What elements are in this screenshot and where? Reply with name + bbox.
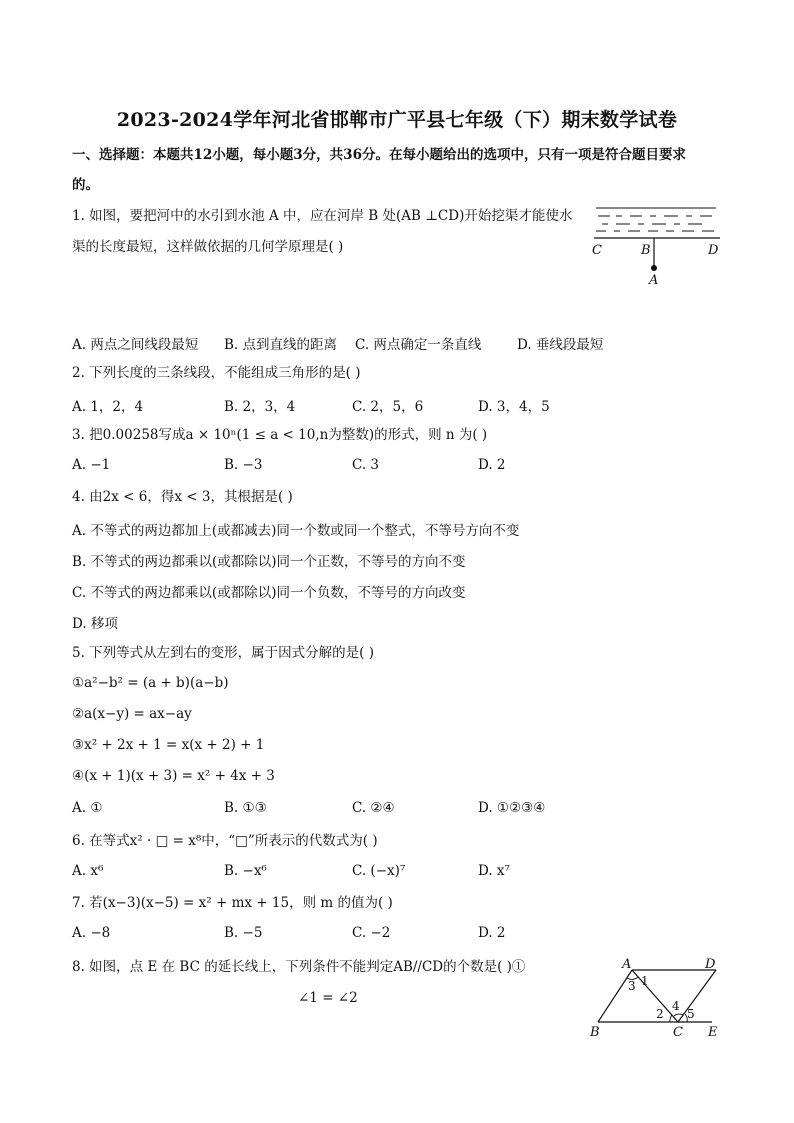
q6-option-d[interactable]: D. x⁷ xyxy=(478,863,510,879)
angle-arc-2 xyxy=(670,1015,672,1022)
label-c: C xyxy=(673,1025,683,1040)
label-d: D xyxy=(708,243,719,258)
angle-arc-4 xyxy=(674,1014,683,1016)
q2-option-b[interactable]: B. 2，3，4 xyxy=(224,399,296,415)
q5-option-b[interactable]: B. ①③ xyxy=(224,800,267,816)
q4-option-b[interactable]: B. 不等式的两边都乘以(或都除以)同一个正数，不等号的方向不变 xyxy=(72,554,466,570)
q1-option-a[interactable]: A. 两点之间线段最短 xyxy=(72,337,199,353)
angle-label-2: 2 xyxy=(656,1007,664,1021)
q1-river-figure xyxy=(588,200,728,290)
label-a: A xyxy=(649,273,659,288)
q6-text: 6. 在等式x² · □ = x⁸中，“□”所表示的代数式为( ) xyxy=(72,833,378,849)
river-water-dashes xyxy=(596,216,714,231)
q3-option-b[interactable]: B. −3 xyxy=(224,457,263,473)
q2-option-d[interactable]: D. 3，4，5 xyxy=(478,399,550,415)
q7-option-b[interactable]: B. −5 xyxy=(224,925,263,941)
label-a: A xyxy=(622,957,632,972)
q5-text: 5. 下列等式从左到右的变形，属于因式分解的是( ) xyxy=(72,645,374,661)
pool-point-a xyxy=(651,265,657,271)
label-b: B xyxy=(641,243,651,258)
q4-option-d[interactable]: D. 移项 xyxy=(72,616,118,632)
section-header-line1: 一、选择题：本题共12小题，每小题3分，共36分。在每小题给出的选项中，只有一项是符合题目要求 xyxy=(72,147,686,163)
q1-option-d[interactable]: D. 垂线段最短 xyxy=(517,337,604,353)
q1-option-b[interactable]: B. 点到直线的距离 xyxy=(224,337,338,353)
q7-option-c[interactable]: C. −2 xyxy=(352,925,391,941)
line-cd xyxy=(678,970,716,1022)
q5-option-d[interactable]: D. ①②③④ xyxy=(478,800,546,816)
label-c: C xyxy=(592,243,602,258)
q2-option-a[interactable]: A. 1，2，4 xyxy=(72,399,144,415)
q7-option-d[interactable]: D. 2 xyxy=(478,925,506,941)
label-e: E xyxy=(708,1025,718,1040)
q8-text: 8. 如图，点 E 在 BC 的延长线上，下列条件不能判定AB//CD的个数是( )① xyxy=(72,959,526,975)
q5-item-3: ③x² + 2x + 1 = x(x + 2) + 1 xyxy=(72,737,265,753)
q7-option-a[interactable]: A. −8 xyxy=(72,925,111,941)
q4-option-c[interactable]: C. 不等式的两边都乘以(或都除以)同一个负数，不等号的方向改变 xyxy=(72,585,466,601)
page-title: 2023-2024学年河北省邯郸市广平县七年级（下）期末数学试卷 xyxy=(116,109,678,131)
q5-option-c[interactable]: C. ②④ xyxy=(352,800,395,816)
angle-label-4: 4 xyxy=(672,999,680,1013)
q7-text: 7. 若(x−3)(x−5) = x² + mx + 15，则 m 的值为( ) xyxy=(72,895,393,911)
line-ab xyxy=(598,970,632,1022)
q3-option-d[interactable]: D. 2 xyxy=(478,457,506,473)
q3-text: 3. 把0.00258写成a × 10ⁿ(1 ≤ a < 10,n为整数)的形式，则 n 为( ) xyxy=(72,427,488,443)
q3-option-a[interactable]: A. −1 xyxy=(72,457,111,473)
angle-label-3: 3 xyxy=(628,979,636,993)
q8-condition-1: ∠1 = ∠2 xyxy=(298,990,358,1006)
q1-text-line1: 1. 如图，要把河中的水引到水池 A 中，应在河岸 B 处(AB ⊥CD)开始挖渠才能使水 xyxy=(72,208,573,224)
q6-option-c[interactable]: C. (−x)⁷ xyxy=(352,863,406,879)
angle-label-5: 5 xyxy=(687,1007,695,1021)
q4-option-a[interactable]: A. 不等式的两边都加上(或都减去)同一个数或同一个整式，不等号方向不变 xyxy=(72,523,520,539)
label-d: D xyxy=(705,957,716,972)
q5-option-a[interactable]: A. ① xyxy=(72,800,103,816)
q3-option-c[interactable]: C. 3 xyxy=(352,457,380,473)
q4-text: 4. 由2x < 6，得x < 3，其根据是( ) xyxy=(72,489,293,505)
q6-option-a[interactable]: A. x⁶ xyxy=(72,863,104,879)
q5-item-1: ①a²−b² = (a + b)(a−b) xyxy=(72,675,229,691)
q5-item-2: ②a(x−y) = ax−ay xyxy=(72,706,192,722)
angle-label-1: 1 xyxy=(641,974,649,988)
q1-text-line2: 渠的长度最短，这样做依据的几何学原理是( ) xyxy=(72,239,344,255)
label-b: B xyxy=(590,1025,600,1040)
section-header-line2: 的。 xyxy=(72,177,99,193)
q6-option-b[interactable]: B. −x⁶ xyxy=(224,863,267,879)
q8-parallel-figure xyxy=(586,952,726,1044)
q5-item-4: ④(x + 1)(x + 3) = x² + 4x + 3 xyxy=(72,768,275,784)
q2-text: 2. 下列长度的三条线段，不能组成三角形的是( ) xyxy=(72,365,361,381)
line-ac xyxy=(632,970,678,1022)
q2-option-c[interactable]: C. 2，5，6 xyxy=(352,399,424,415)
q1-option-c[interactable]: C. 两点确定一条直线 xyxy=(355,337,482,353)
